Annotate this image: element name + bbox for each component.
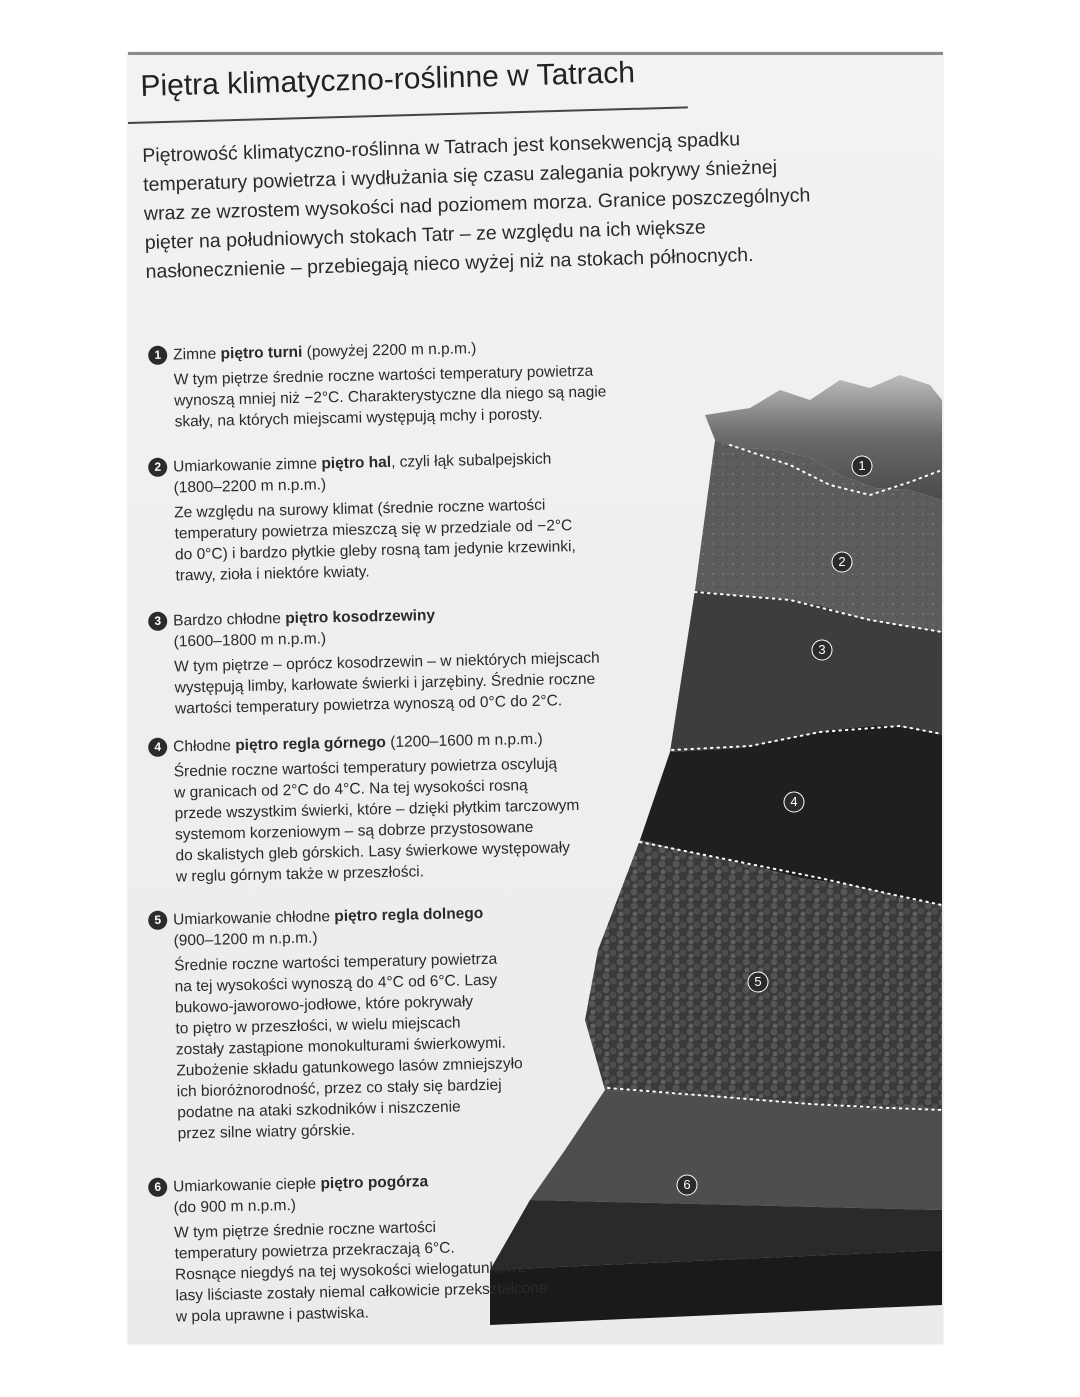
zone-label-1: [852, 456, 872, 476]
zone-name: piętro kosodrzewiny: [285, 606, 436, 628]
zone-description: Ze względu na surowy klimat (średnie roczne wartości temperatury powietrza mieszczą się w przedziale od −2°C do 0°C) i bardzo płytkie gleby rosną tam jedynie krzewinki, trawy, zioła i niektóre kwiaty.: [173, 496, 576, 585]
intro-line: temperatury powietrza i wydłużania się czasu zalegania pokrywy śnieżnej: [142, 156, 778, 196]
zone-number-badge: 6: [148, 1178, 167, 1197]
zone-number: 3: [818, 642, 826, 657]
zone-number: 6: [683, 1177, 691, 1192]
zone-section-3: [148, 601, 630, 720]
zone-section-6: [148, 1167, 631, 1328]
zone-range: (do 900 m n.p.m.): [173, 1196, 297, 1217]
intro-line: wraz ze wzrostem wysokości nad poziomem morza. Granice poszczególnych: [143, 184, 811, 225]
zone-section-4: [148, 727, 631, 888]
zone-heading: Chłodne piętro regla górnego (1200–1600 m n.p.m.): [173, 730, 543, 756]
zone-number: 2: [838, 554, 846, 569]
top-rule: [128, 52, 943, 55]
zone-name: piętro regla górnego: [235, 734, 387, 755]
zone-label-3: [812, 640, 832, 660]
page-title: Piętra klimatyczno-roślinne w Tatrach: [140, 56, 636, 103]
zone-label-5: [748, 972, 768, 992]
zone-heading: Umiarkowanie zimne piętro hal, czyli łąk subalpejskich: [173, 450, 552, 476]
zone-number: 1: [858, 458, 866, 473]
zone-heading: Bardzo chłodne piętro kosodrzewiny: [173, 606, 436, 630]
zone-description: W tym piętrze średnie roczne wartości temperatury powietrza przekraczają 6°C. Rosnące niegdyś na tej wysokości wielogatunkowe lasy liściaste zostały niemal całkowicie przekształcone w pola uprawne i pastwiska.: [173, 1218, 548, 1326]
intro-line: Piętrowość klimatyczno-roślinna w Tatrach jest konsekwencją spadku: [142, 128, 741, 167]
zone-section-1: [148, 335, 630, 433]
zone-description: Średnie roczne wartości temperatury powietrza oscylują w granicach od 2°C do 4°C. Na tej wysokości rosną przede wszystkim świerki, które – dzięki płytkim tarczowym systemom korzeniowym – są dobrze przystosowane do skalistych gleb górskich. Lasy świerkowe występowały w reglu górnym także w przeszłości.: [173, 755, 580, 886]
zone-description: W tym piętrze średnie roczne wartości temperatury powietrza wynoszą mniej niż −2°C. Charakterystyczne dla niego są nagie skały, na których miejscami występują mchy i porosty.: [173, 362, 607, 431]
zone-section-2: [148, 447, 631, 587]
zone-number-badge: 1: [148, 346, 167, 365]
zone-range: (1200–1600 m n.p.m.): [390, 730, 543, 751]
zone-number-badge: 4: [148, 738, 167, 757]
zone-name: piętro hal: [321, 453, 392, 473]
intro-line: pięter na południowych stokach Tatr – ze względu na ich większe: [144, 216, 707, 254]
zone-number: 4: [790, 794, 798, 809]
zone-label-4: [784, 792, 804, 812]
zone-heading: Umiarkowanie ciepłe piętro pogórza: [173, 1173, 429, 1196]
intro-line: nasłonecznienie – przebiegają nieco wyżej niż na stokach północnych.: [145, 243, 754, 283]
zone-description: Średnie roczne wartości temperatury powietrza na tej wysokości wynoszą do 4°C od 6°C. Lasy bukowo-jaworowo-jodłowe, które pokrywały to piętro w przeszłości, w wielu miejscach zostały zastąpione monokulturami świerkowymi. Zubożenie składu gatunkowego lasów zmniejszyło ich bioróżnorodność, przez co stały się bardziej podatne na ataki szkodników i niszczenie przez silne wiatry górskie.: [173, 950, 523, 1143]
zone-section-5: [148, 900, 633, 1145]
zone-label-6: [677, 1175, 697, 1195]
zone-heading: Umiarkowanie chłodne piętro regla dolnego: [173, 904, 484, 929]
intro-paragraph: [142, 123, 836, 287]
zone-range: (1800–2200 m n.p.m.): [173, 476, 327, 497]
zone-description: W tym piętrze – oprócz kosodrzewin – w niektórych miejscach występują limby, karłowate świerki i jarzębiny. Średnie roczne wartości temperatury powietrza wynoszą od 0°C do 2°C.: [173, 649, 600, 718]
zone-heading: Zimne piętro turni (powyżej 2200 m n.p.m.): [173, 340, 477, 364]
zone-number-badge: 3: [148, 612, 167, 631]
zone-label-2: [832, 552, 852, 572]
zone-range: (1600–1800 m n.p.m.): [173, 630, 327, 651]
zone-name: piętro turni: [220, 343, 303, 363]
zone-number-badge: 5: [148, 911, 167, 930]
zone-number: 5: [754, 974, 762, 989]
zone-name: piętro pogórza: [320, 1173, 429, 1193]
zone-range: (900–1200 m n.p.m.): [173, 929, 318, 950]
zone-number-badge: 2: [148, 458, 167, 477]
zone-name: piętro regla dolnego: [334, 904, 484, 926]
zone-range: (powyżej 2200 m n.p.m.): [306, 340, 477, 361]
